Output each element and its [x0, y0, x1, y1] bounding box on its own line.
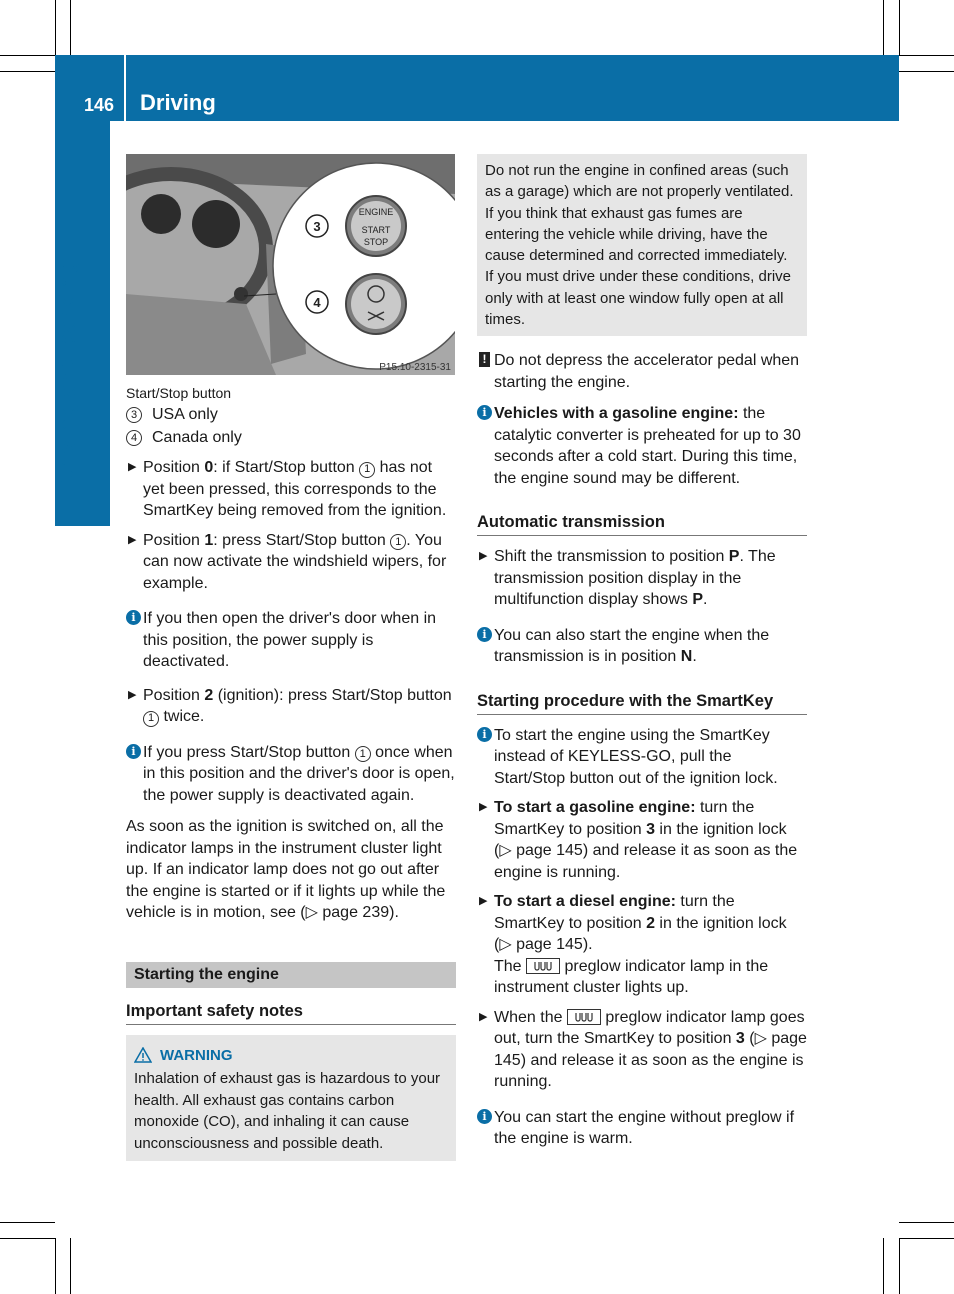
- subheading: Important safety notes: [126, 1002, 456, 1025]
- info-note: [477, 625, 807, 668]
- preglow-coil-icon: [526, 958, 560, 974]
- step-text: in the ignition lock (▷ page 145).: [494, 914, 787, 954]
- info-icon: i: [477, 405, 492, 420]
- step-bold: 2: [204, 686, 214, 704]
- step-bold: 0: [204, 459, 214, 476]
- step-text: .: [702, 591, 708, 609]
- crop-mark: [70, 1238, 71, 1294]
- info-text: the catalytic converter is preheated for up to 30 seconds after a cold start. During this time, the engine sound may be different.: [494, 405, 801, 487]
- info-note: [126, 608, 456, 673]
- caution-text: Do not depress the accelerator pedal when starting the engine.: [494, 352, 800, 391]
- arrow-icon: ▶: [479, 801, 488, 814]
- subheading: Starting procedure with the SmartKey: [477, 692, 807, 715]
- info-note: [477, 725, 807, 790]
- warning-title: [134, 1045, 448, 1067]
- crop-mark: [0, 1238, 55, 1239]
- legend-number: 3: [126, 407, 142, 423]
- ventilation-note: Do not run the engine in confined areas (such as a garage) which are not properly ventilated. If you think that exhaust gas fumes are entering the vehicle while driving, have the cause determined and corrected immediately. If you must drive under these conditions, drive only with at least one window fully open at all times.: [477, 154, 807, 336]
- page-number: 146: [84, 95, 115, 115]
- crop-mark: [55, 1238, 56, 1294]
- legend-number: 4: [126, 430, 142, 446]
- legend-item: [126, 406, 456, 424]
- arrow-icon: ▶: [128, 688, 137, 701]
- step-text: The: [494, 957, 527, 975]
- step-text: turn the SmartKey to position: [494, 799, 755, 838]
- header-divider: [124, 55, 126, 121]
- crop-mark: [0, 1222, 55, 1223]
- info-note: [477, 403, 807, 489]
- button-number: 1: [390, 534, 406, 550]
- info-text: If you then open the driver's door when in this position, the power supply is deactivated.: [143, 610, 437, 670]
- step-bold: To start a gasoline engine:: [494, 799, 696, 817]
- crop-mark: [899, 0, 900, 55]
- start-stop-figure: [126, 154, 455, 375]
- arrow-icon: ▶: [128, 461, 137, 473]
- warning-label: WARNING: [160, 1046, 233, 1064]
- step-text: : if Start/Stop button: [213, 459, 360, 476]
- step-bold: To start a diesel engine:: [494, 893, 676, 911]
- step-text: (ignition): press Start/Stop button: [213, 686, 452, 704]
- crop-mark: [899, 55, 954, 56]
- step-position-0: [126, 457, 456, 522]
- info-icon: i: [126, 744, 141, 759]
- info-note: [477, 1107, 807, 1150]
- info-note: [126, 742, 456, 807]
- caution-note: [477, 350, 807, 393]
- button-number: 1: [143, 711, 159, 727]
- warning-triangle-icon: [134, 1047, 152, 1063]
- info-icon: i: [477, 727, 492, 742]
- figure-caption: Start/Stop button: [126, 385, 232, 401]
- engine-label: ENGINE: [358, 207, 394, 217]
- step-bold: P: [692, 591, 703, 609]
- step-text: in the ignition lock (▷ page 145) and release it as soon as the engine is running.: [494, 820, 798, 881]
- crop-mark: [883, 0, 884, 55]
- step-text: Shift the transmission to position: [494, 548, 729, 566]
- step-bold: 3: [735, 1030, 745, 1048]
- right-column: [477, 154, 807, 1150]
- crop-mark: [899, 1238, 954, 1239]
- step-shift: [477, 546, 807, 611]
- start-label: START: [361, 225, 391, 235]
- callout-3: 3: [313, 219, 321, 234]
- step-preglow-out: [477, 1007, 807, 1093]
- preglow-coil-icon: [567, 1009, 601, 1025]
- step-text: turn the SmartKey to position: [494, 893, 735, 932]
- section-heading: Starting the engine: [126, 962, 456, 988]
- step-bold: 1: [204, 531, 214, 549]
- step-position-2: [126, 685, 456, 728]
- info-icon: i: [477, 627, 492, 642]
- figure-code: P15.10-2315-31: [379, 362, 451, 373]
- step-bold: P: [728, 548, 740, 566]
- info-bold: Vehicles with a gasoline engine:: [494, 405, 739, 423]
- crop-mark: [70, 0, 71, 55]
- step-text: Position: [143, 459, 205, 476]
- crop-mark: [899, 1222, 954, 1223]
- arrow-icon: ▶: [479, 550, 488, 563]
- step-diesel: [477, 891, 807, 999]
- step-gasoline: [477, 797, 807, 883]
- crop-mark: [0, 71, 55, 72]
- info-text: once when in this position and the driver's door is open, the power supply is deactivated again.: [143, 743, 455, 804]
- step-bold: 2: [646, 914, 655, 932]
- legend-text: Canada only: [152, 429, 242, 446]
- step-text: : press Start/Stop button: [213, 531, 391, 549]
- arrow-icon: ▶: [479, 1010, 488, 1023]
- crop-mark: [0, 55, 55, 56]
- legend-item: [126, 429, 456, 447]
- step-text: twice.: [159, 708, 205, 725]
- info-bold: N: [680, 648, 693, 666]
- info-text: You can start the engine without preglow if the engine is warm.: [494, 1108, 795, 1148]
- legend-text: USA only: [152, 406, 218, 423]
- warning-box: [126, 1035, 456, 1162]
- side-tab-label: Driving and parking: [54, 261, 81, 487]
- crop-mark: [55, 0, 56, 55]
- step-text: . You can now activate the windshield wipers, for example.: [143, 531, 447, 592]
- step-text: Position: [143, 686, 205, 704]
- step-text: When the: [494, 1008, 567, 1026]
- stop-label: STOP: [363, 237, 389, 247]
- crop-mark: [899, 71, 954, 72]
- info-icon: i: [126, 610, 141, 625]
- warning-text: Inhalation of exhaust gas is hazardous to your health. All exhaust gas contains carbon monoxide (CO), and inhaling it can cause unconsciousness and possible death.: [134, 1070, 441, 1152]
- callout-4: 4: [313, 295, 321, 310]
- button-number: 1: [355, 746, 371, 762]
- chapter-title: Driving: [140, 90, 216, 115]
- arrow-icon: ▶: [128, 533, 137, 546]
- step-text: (▷ page 145) and release it as soon as the engine is running.: [494, 1030, 807, 1091]
- button-number: 1: [359, 462, 375, 478]
- crop-mark: [883, 1238, 884, 1294]
- step-position-1: [126, 530, 456, 595]
- info-text: You can also start the engine when the transmission is in position: [494, 626, 770, 666]
- left-column: [126, 154, 456, 1161]
- step-text: preglow indicator lamp in the instrument cluster lights up.: [494, 957, 769, 997]
- step-text: Position: [143, 531, 205, 549]
- crop-mark: [899, 1238, 900, 1294]
- subheading: Automatic transmission: [477, 513, 807, 536]
- caution-icon: !: [479, 352, 490, 367]
- step-text: preglow indicator lamp goes out, turn the SmartKey to position: [494, 1008, 805, 1048]
- step-text: has not yet been pressed, this corresponds to the SmartKey being removed from the ignition.: [143, 459, 447, 519]
- ignition-paragraph: As soon as the ignition is switched on, all the indicator lamps in the instrument cluster light up. If an indicator lamp does not go out after the engine is started or if it lights up while the vehicle is in motion, see (▷ page 239).: [126, 818, 446, 921]
- dashboard-illustration: [126, 154, 455, 375]
- info-text: If you press Start/Stop button: [143, 743, 355, 761]
- info-icon: i: [477, 1109, 492, 1124]
- info-text: .: [692, 648, 697, 666]
- info-text: To start the engine using the SmartKey instead of KEYLESS-GO, pull the Start/Stop button out of the ignition lock.: [494, 726, 778, 787]
- step-bold: 3: [646, 820, 655, 838]
- arrow-icon: ▶: [479, 895, 488, 908]
- step-text: . The transmission position display in the multifunction display shows: [494, 548, 776, 609]
